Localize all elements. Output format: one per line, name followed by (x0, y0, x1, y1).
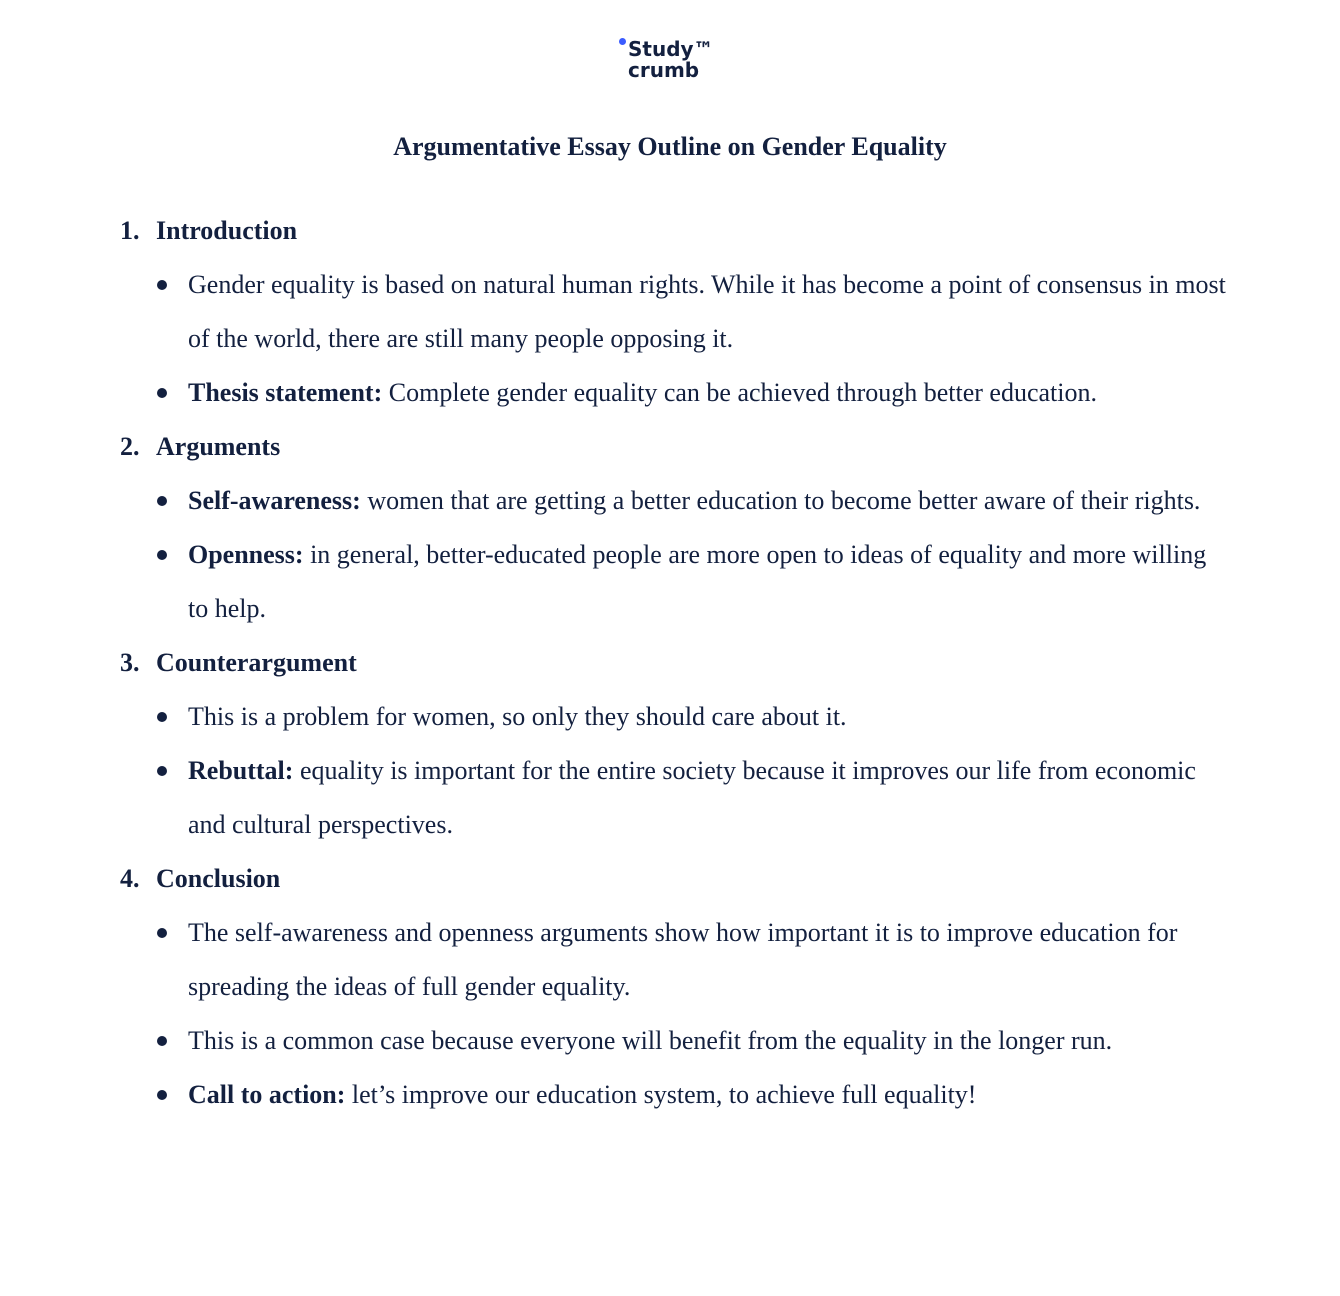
section-heading (120, 204, 1230, 258)
section-label: Introduction (156, 216, 298, 245)
list-item (120, 906, 1230, 1014)
item-bold-label: Self-awareness: (188, 486, 361, 515)
section-heading (120, 852, 1230, 906)
list-item (120, 1014, 1230, 1068)
item-bold-label: Rebuttal: (188, 756, 294, 785)
bullet-icon (157, 280, 167, 290)
bullet-icon (157, 496, 167, 506)
item-text: women that are getting a better education to become better aware of their rights. (360, 486, 1201, 515)
item-text: Gender equality is based on natural human rights. While it has become a point of consensus in most of the world, there are still many people opposing it. (188, 270, 1226, 353)
item-bold-label: Thesis statement: (188, 378, 383, 407)
item-text: Complete gender equality can be achieved through better education. (382, 378, 1097, 407)
section-number: 2. (120, 432, 140, 461)
section-number: 4. (120, 864, 140, 893)
list-item (120, 744, 1230, 852)
bullet-icon (157, 766, 167, 776)
list-item (120, 1068, 1230, 1122)
bullet-icon (157, 1090, 167, 1100)
list-item (120, 366, 1230, 420)
item-text: The self-awareness and openness arguments show how important it is to improve education for spreading the ideas of full gender equality. (188, 918, 1178, 1001)
item-bold-label: Call to action: (188, 1080, 346, 1109)
bullet-icon (157, 388, 167, 398)
section-number: 3. (120, 648, 140, 677)
section-counterargument (120, 636, 1230, 852)
section-conclusion (120, 852, 1230, 1122)
list-item (120, 258, 1230, 366)
bullet-icon (157, 712, 167, 722)
section-number: 1. (120, 216, 140, 245)
studycrumb-logo (617, 36, 727, 84)
section-heading (120, 636, 1230, 690)
bullet-icon (157, 928, 167, 938)
list-item (120, 474, 1230, 528)
section-introduction (120, 204, 1230, 420)
item-text: let’s improve our education system, to achieve full equality! (345, 1080, 977, 1109)
item-bold-label: Openness: (188, 540, 304, 569)
section-heading (120, 420, 1230, 474)
list-item (120, 690, 1230, 744)
logo-line-1: Study™ (628, 37, 714, 61)
item-text: in general, better-educated people are more open to ideas of equality and more willing to help. (188, 540, 1207, 623)
logo-dot-icon (619, 38, 626, 45)
section-label: Conclusion (156, 864, 281, 893)
item-text: equality is important for the entire society because it improves our life from economic and cultural perspectives. (188, 756, 1196, 839)
bullet-icon (157, 1036, 167, 1046)
item-text: This is a common case because everyone will benefit from the equality in the longer run. (188, 1026, 1113, 1055)
list-item (120, 528, 1230, 636)
section-label: Arguments (156, 432, 281, 461)
section-arguments (120, 420, 1230, 636)
bullet-icon (157, 550, 167, 560)
section-label: Counterargument (156, 648, 357, 677)
page-title: Argumentative Essay Outline on Gender Equality (393, 132, 947, 161)
essay-outline (120, 204, 1230, 1122)
item-text: This is a problem for women, so only they should care about it. (188, 702, 847, 731)
logo-line-2: crumb (628, 58, 700, 82)
